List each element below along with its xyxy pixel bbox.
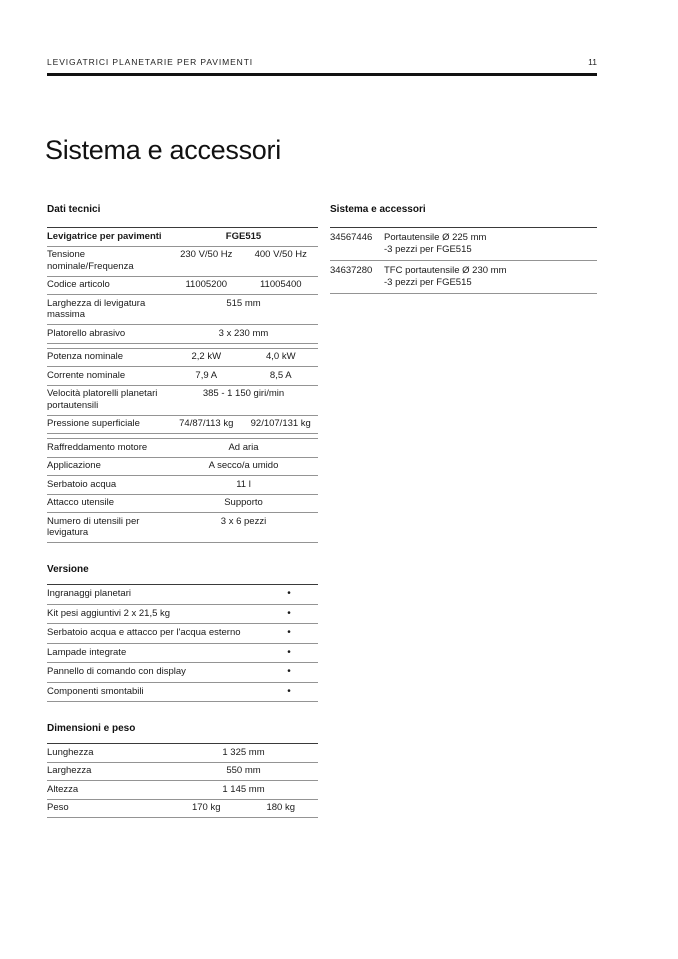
spec-value: 2,2 kW [191,351,222,362]
table-row [47,781,318,800]
table-row [47,683,318,703]
spec-label: Larghezza [47,765,92,776]
table-row [47,438,318,458]
running-header-title: LEVIGATRICI PLANETARIE PER PAVIMENTI [47,57,254,67]
spec-value: 7,9 A [195,369,218,381]
bullet-icon: • [287,646,291,658]
table-row [47,605,318,625]
table-row [47,277,318,296]
spec-value: Supporto [224,497,263,508]
technical-data-column [47,204,318,818]
section-heading-dimensioni: Dimensioni e peso [47,723,136,734]
spec-value: A secco/a umido [208,460,279,471]
spec-value: 11 l [236,478,251,490]
accessory-code: 34567446 [330,231,373,243]
accessory-code: 34637280 [330,264,373,276]
table-row [47,624,318,644]
accessory-name: Portautensile Ø 225 mm [384,231,487,243]
section-heading-accessori: Sistema e accessori [330,204,426,215]
accessories-table [330,227,597,294]
spec-value: 92/107/131 kg [250,418,311,429]
table-row [47,800,318,819]
bullet-icon: • [287,685,291,697]
accessory-detail: -3 pezzi per FGE515 [384,243,472,255]
bullet-icon: • [287,666,291,677]
spec-value: 400 V/50 Hz [254,249,307,260]
spec-value: 170 kg [191,802,221,813]
table-row [47,663,318,683]
spec-value: 1 325 mm [222,746,265,758]
feature-label: Lampade integrate [47,646,127,658]
version-table [47,584,318,702]
accessories-column [330,204,597,294]
spec-value: 180 kg [266,802,296,813]
feature-label: Pannello di comando con display [47,666,186,677]
table-header-row [47,228,318,247]
spec-value: 3 x 230 mm [218,327,269,339]
spec-label: Serbatoio acqua [47,478,117,490]
table-row [47,513,318,543]
spec-value: 4,0 kW [265,351,296,362]
spec-value: 515 mm [226,297,261,309]
spec-label: Applicazione [47,460,101,471]
spec-value: 550 mm [226,765,261,776]
spec-value: 230 V/50 Hz [180,249,233,260]
table-row [47,295,318,325]
spec-label: Velocità platorelli planetari portautensili [47,388,158,411]
spec-label: Larghezza di levigatura massima [47,297,146,320]
table-row [47,458,318,477]
page-number: 11 [588,57,597,67]
spec-value: 11005200 [185,279,228,290]
bullet-icon: • [287,607,291,619]
table-row [47,247,318,277]
model-name: FGE515 [225,230,262,242]
spec-value: 1 145 mm [222,783,265,795]
table-row [47,744,318,763]
accessory-name: TFC portautensile Ø 230 mm [384,264,507,276]
spec-value: 385 - 1 150 giri/min [202,388,285,399]
table-row [47,644,318,664]
table-header-label: Levigatrice per pavimenti [47,230,162,242]
spec-label: Tensione nominale/Frequenza [47,249,134,272]
spec-label: Lunghezza [47,746,94,758]
table-row [47,367,318,386]
table-row [47,325,318,344]
spec-value: 3 x 6 pezzi [220,515,267,527]
accessory-row [330,261,597,294]
section-heading-dati-tecnici: Dati tecnici [47,204,101,215]
table-row [47,386,318,416]
spec-label: Platorello abrasivo [47,327,126,339]
table-row [47,763,318,782]
spec-label: Peso [47,802,69,813]
spec-label: Altezza [47,783,79,795]
feature-label: Componenti smontabili [47,685,144,697]
spec-label: Codice articolo [47,279,110,290]
spec-label: Raffreddamento motore [47,441,148,453]
spec-value: 74/87/113 kg [179,418,234,429]
accessory-detail: -3 pezzi per FGE515 [384,276,472,288]
spec-label: Attacco utensile [47,497,115,508]
table-row [47,416,318,435]
dimensions-table [47,743,318,818]
section-heading-versione: Versione [47,564,89,575]
feature-label: Serbatoio acqua e attacco per l'acqua esterno [47,627,241,638]
page-title: Sistema e accessori [45,135,281,165]
accessory-description [384,232,597,256]
spec-value: Ad aria [228,441,259,453]
bullet-icon: • [287,588,291,599]
spec-label: Corrente nominale [47,369,126,381]
accessory-row [330,228,597,261]
spec-value: 11005400 [259,279,302,290]
accessory-description [384,265,597,289]
spec-label: Potenza nominale [47,351,124,362]
feature-label: Kit pesi aggiuntivi 2 x 21,5 kg [47,607,171,619]
feature-label: Ingranaggi planetari [47,588,131,599]
bullet-icon: • [287,627,291,638]
table-row [47,585,318,605]
technical-data-table [47,227,318,543]
spec-label: Numero di utensili per levigatura [47,515,140,538]
running-header [47,57,597,76]
table-row [47,348,318,368]
table-row [47,476,318,495]
spec-label: Pressione superficiale [47,418,140,429]
table-row [47,495,318,514]
spec-value: 8,5 A [269,369,292,381]
